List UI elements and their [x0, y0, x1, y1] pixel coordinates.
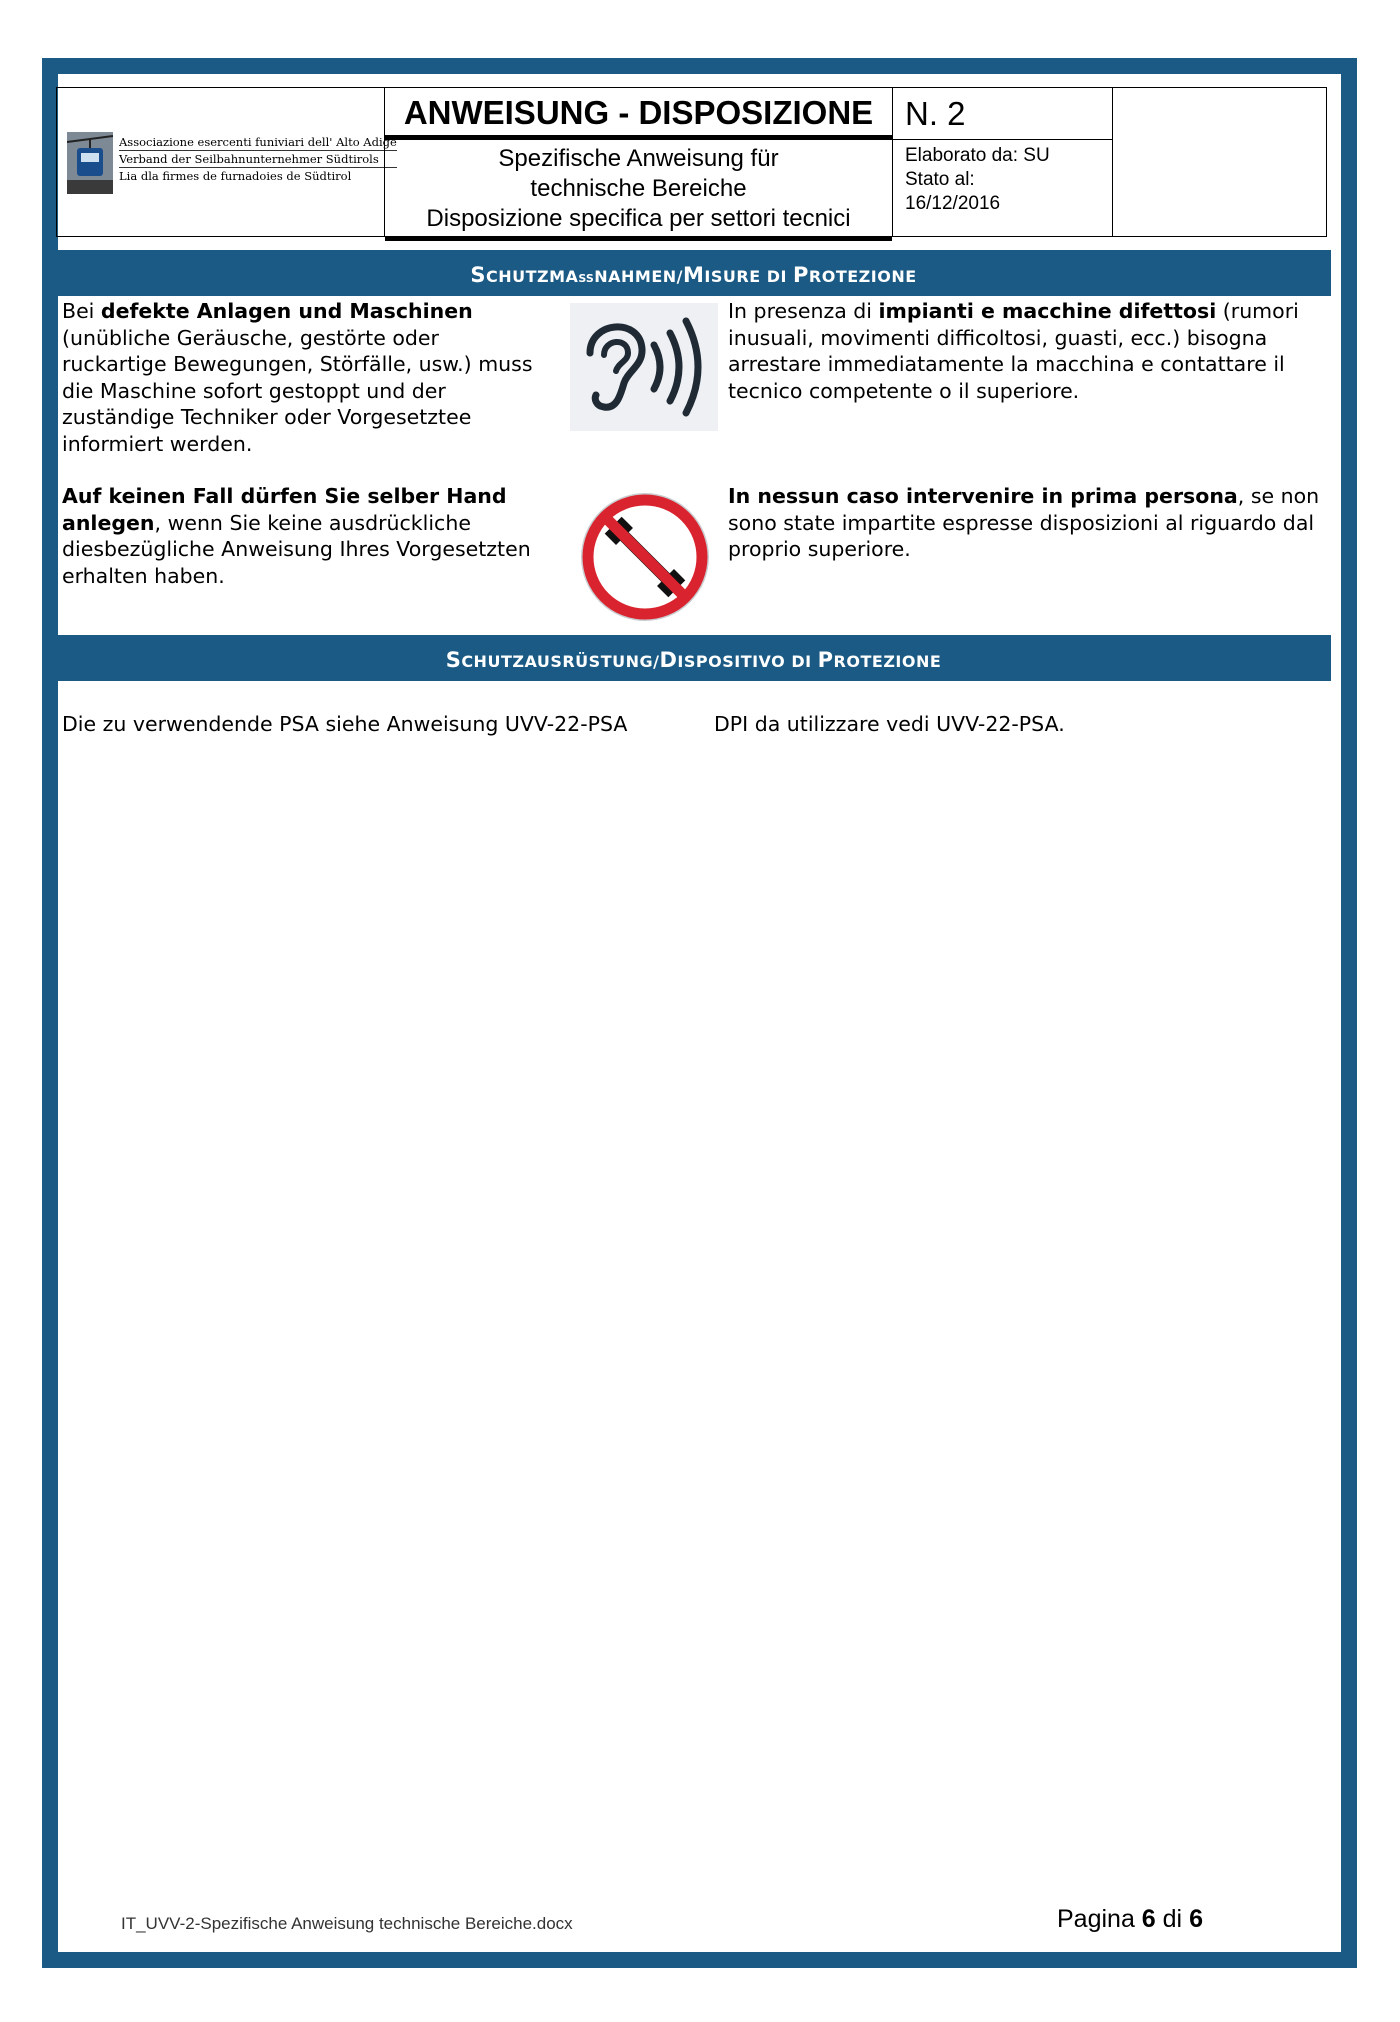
- section-1-title-cap-3: P: [793, 263, 809, 287]
- item-1-it-text: (rumori inusuali, movimenti difficoltosi, guasti, ecc.) bisogna arrestare immediatamente la macchina e contattare il tecnico competente o il superiore.: [728, 299, 1299, 403]
- footer-filename: IT_UVV-2-Spezifische Anweisung technische Bereiche.docx: [121, 1914, 573, 1933]
- cable-car-logo-icon: [67, 132, 113, 194]
- status-date: 16/12/2016: [905, 193, 1001, 214]
- page-label: Pagina: [1057, 1905, 1142, 1933]
- item-1-de-prefix: Bei: [62, 299, 101, 323]
- status-label: Stato al:: [905, 169, 975, 190]
- section-2-title-part-2: ISPOSITIVO DI: [677, 652, 818, 671]
- document-number: N. 2: [893, 88, 1112, 140]
- subtitle-line-2: technische Bereiche: [530, 175, 747, 202]
- item-1-italian: [728, 298, 1328, 404]
- page-separator: di: [1155, 1905, 1190, 1933]
- item-2-german: [62, 483, 542, 589]
- equipment-german: Die zu verwendende PSA siehe Anweisung UVV-22-PSA: [62, 712, 628, 736]
- item-1-de-text: (unübliche Geräusche, gestörte oder ruckartige Bewegungen, Störfälle, usw.) muss die Maschine sofort gestoppt und der zuständige Techniker oder Vorgesetztee informiert werden.: [62, 325, 533, 456]
- footer-page-number: [1057, 1905, 1203, 1934]
- equipment-italian: DPI da utilizzare vedi UVV-22-PSA.: [714, 712, 1065, 736]
- section-2-title-cap-3: P: [817, 648, 834, 672]
- document-subtitle: [385, 140, 892, 241]
- subtitle-line-1: Spezifische Anweisung für: [498, 145, 779, 172]
- logo-line-3: Lia dla firmes de furnadoies de Südtirol: [119, 169, 352, 183]
- item-1-german: [62, 298, 542, 457]
- item-2-it-text: , se non sono state impartite espresse disposizioni al riguardo dal proprio superiore.: [728, 484, 1320, 561]
- section-2-title-part-1: CHUTZAUSRÜSTUNG/: [461, 652, 660, 671]
- ear-noise-icon: [570, 303, 718, 431]
- no-wrench-icon: [578, 490, 712, 624]
- document-title: ANWEISUNG - DISPOSIZIONE: [385, 88, 892, 140]
- item-1-it-prefix: In presenza di: [728, 299, 879, 323]
- association-logo: [57, 88, 397, 236]
- document-meta: [893, 140, 1112, 220]
- item-2-de-bold: Auf keinen Fall dürfen Sie selber Hand anlegen: [62, 484, 507, 535]
- section-1-title-cap-1: S: [470, 263, 486, 287]
- section-bar-protective-equipment: [56, 635, 1331, 681]
- item-2-italian: [728, 483, 1328, 563]
- item-1-it-bold: impianti e macchine difettosi: [878, 299, 1217, 323]
- section-bar-protection-measures: [56, 250, 1331, 296]
- section-1-title-part-3: ROTEZIONE: [808, 267, 917, 286]
- section-1-title-part-1: CHUTZMAßNAHMEN/: [485, 267, 683, 286]
- item-1-de-bold: defekte Anlagen und Maschinen: [100, 299, 473, 323]
- section-2-title-cap-1: S: [445, 648, 462, 672]
- logo-line-2: Verband der Seilbahnunternehmer Südtirols: [119, 151, 397, 168]
- section-2-title-part-3: ROTEZIONE: [833, 652, 942, 671]
- title-cell: [384, 88, 893, 236]
- section-1-title-part-2: ISURE DI: [704, 267, 793, 286]
- section-1-title-cap-2: M: [683, 263, 705, 287]
- document-header: [56, 87, 1327, 237]
- section-2-title-cap-2: D: [659, 648, 678, 672]
- elaborated-by: Elaborato da: SU: [905, 145, 1050, 166]
- page-current: 6: [1141, 1905, 1156, 1933]
- logo-line-1: Associazione esercenti funiviari dell' Alto Adige: [119, 135, 397, 149]
- number-cell: [893, 88, 1113, 236]
- item-2-de-text: , wenn Sie keine ausdrückliche diesbezügliche Anweisung Ihres Vorgesetzten erhalten haben.: [62, 510, 531, 588]
- item-2-it-bold: In nessun caso intervenire in prima persona: [728, 484, 1238, 508]
- logo-text: [119, 134, 397, 184]
- page-total: 6: [1189, 1905, 1203, 1933]
- subtitle-line-3: Disposizione specifica per settori tecnici: [385, 204, 892, 241]
